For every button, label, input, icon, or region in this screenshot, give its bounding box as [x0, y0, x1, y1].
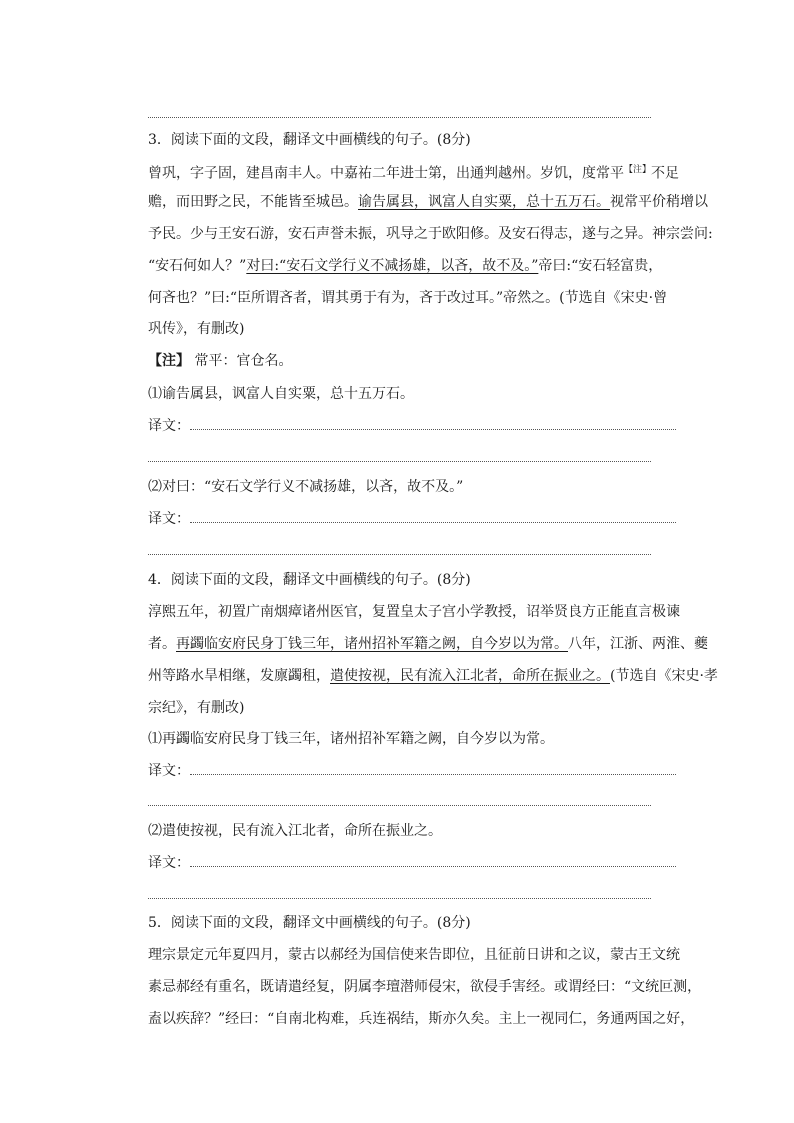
answer-line[interactable]	[148, 805, 651, 806]
q3-note: 【注】 常平：官仓名。	[148, 353, 293, 369]
q3-passage-line: 巩传》，有删改)	[148, 321, 245, 337]
translation-answer-line[interactable]	[190, 522, 676, 523]
q5-passage-line: 理宗景定元年夏四月，蒙古以郝经为国信使来告即位，且征前日讲和之议，蒙古王文统	[148, 947, 680, 963]
translation-answer-line[interactable]	[190, 774, 676, 775]
q3-translation-1	[148, 416, 676, 436]
q4-passage-line: 州等路水旱相继，发廪蠲租，遣使按视，民有流入江北者，命所在振业之。(节选自《宋史·孝	[148, 668, 718, 684]
translation-answer-line[interactable]	[190, 866, 676, 867]
q3-sentence-1: ⑴谕告属县，讽富人自实粟，总十五万石。	[148, 386, 414, 402]
translation-label: 译文：	[148, 511, 190, 527]
q3-passage-line: “安石何如人？”对曰:“安石文学行义不减扬雄，以吝，故不及。”帝曰:“安石轻富贵，	[148, 258, 663, 274]
q4-sentence-2: ⑵遣使按视，民有流入江北者，命所在振业之。	[148, 823, 442, 839]
q5-passage-line: 素忌郝经有重名，既请遣经复，阴属李璮潜师侵宋，欲侵手害经。或谓经曰：“文统叵测，	[148, 979, 702, 995]
translation-answer-line[interactable]	[190, 429, 676, 430]
translation-label: 译文：	[148, 763, 190, 779]
answer-line	[148, 117, 651, 118]
q3-heading: 3．阅读下面的文段，翻译文中画横线的句子。(8分)	[148, 132, 471, 148]
q3-passage-line: 赡，而田野之民，不能皆至城邑。谕告属县，讽富人自实粟，总十五万石。视常平价稍增以	[148, 194, 708, 210]
q4-passage-line: 者。再蠲临安府民身丁钱三年，诸州招补军籍之阙，自今岁以为常。八年，江浙、两淮、夔	[148, 636, 708, 652]
q4-translation-1	[148, 761, 676, 781]
q3-translation-2	[148, 509, 676, 529]
underlined-sentence: 遣使按视，民有流入江北者，命所在振业之。	[330, 668, 610, 684]
q5-heading: 5．阅读下面的文段，翻译文中画横线的句子。(8分)	[148, 915, 471, 931]
answer-line[interactable]	[148, 554, 651, 555]
q4-passage-line: 宗纪》，有删改)	[148, 700, 245, 716]
q3-passage-line: 曾巩，字子固，建昌南丰人。中嘉祐二年进士第，出通判越州。岁饥，度常平$^{【注】}$不足	[148, 165, 680, 182]
q5-passage-line: 盍以疾辞？”经曰：“自南北构难，兵连祸结，斯亦久矣。主上一视同仁，务通两国之好，	[148, 1011, 695, 1027]
q3-sentence-2: ⑵对曰：“安石文学行义不减扬雄，以吝，故不及。”	[148, 479, 464, 495]
underlined-sentence: 对曰:“安石文学行义不减扬雄，以吝，故不及。”	[246, 258, 539, 274]
q4-sentence-1: ⑴再蠲临安府民身丁钱三年，诸州招补军籍之阙，自今岁以为常。	[148, 731, 554, 747]
underlined-sentence: 谕告属县，讽富人自实粟，总十五万石。	[358, 194, 610, 210]
q4-heading: 4．阅读下面的文段，翻译文中画横线的句子。(8分)	[148, 572, 471, 588]
q4-translation-2	[148, 853, 676, 873]
answer-line[interactable]	[148, 461, 651, 462]
underlined-sentence: 再蠲临安府民身丁钱三年，诸州招补军籍之阙，自今岁以为常。	[176, 636, 568, 652]
q4-passage-line: 淳熙五年，初置广南烟瘴诸州医官，复置皇太子宫小学教授，诏举贤良方正能直言极谏	[148, 604, 680, 620]
q3-passage-line: 予民。少与王安石游，安石声誉未振，巩导之于欧阳修。及安石得志，遂与之异。神宗尝问:	[148, 226, 713, 242]
answer-line[interactable]	[148, 898, 651, 899]
translation-label: 译文：	[148, 855, 190, 871]
translation-label: 译文：	[148, 418, 190, 434]
q3-passage-line: 何吝也？”曰:“臣所谓吝者，谓其勇于有为，吝于改过耳。”帝然之。(节选自《宋史·曾	[148, 290, 668, 306]
